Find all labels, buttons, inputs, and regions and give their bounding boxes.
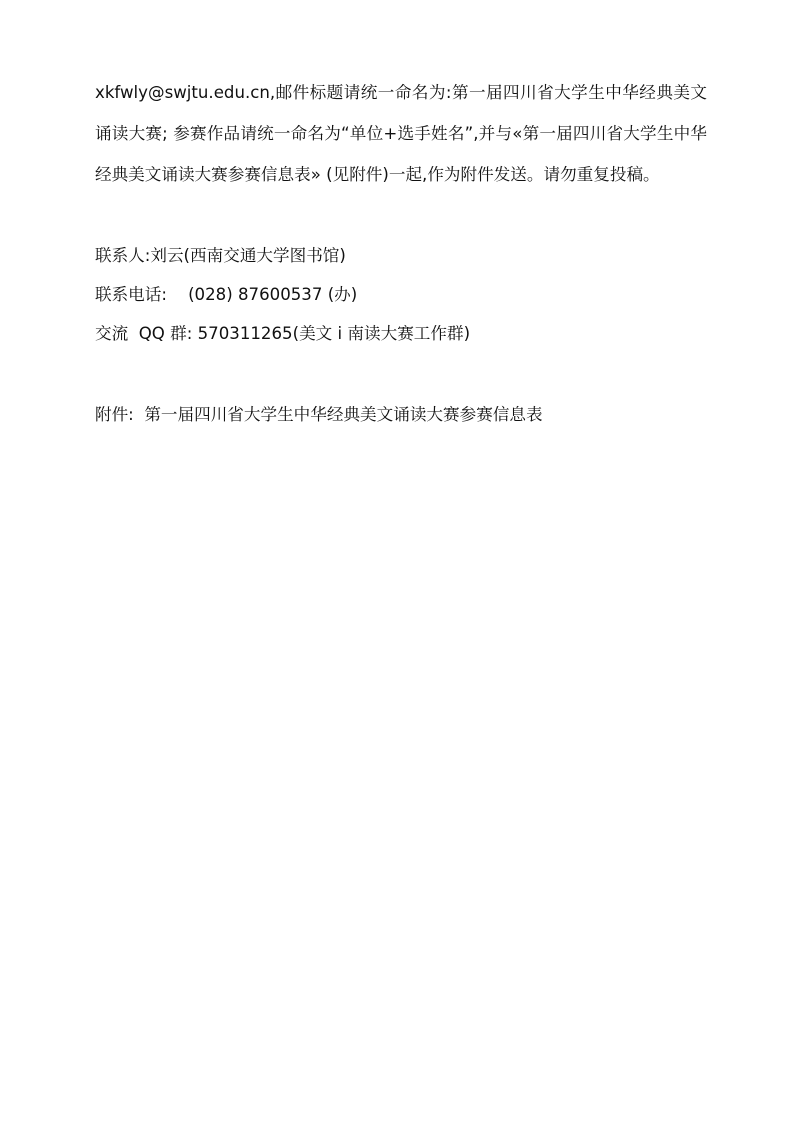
submission-instructions-paragraph: xkfwly@swjtu.edu.cn,邮件标题请统一命名为:第一届四川省大学生中华经典美文诵读大赛; 参赛作品请统一命名为“单位+选手姓名”,并与«第一届四川省大学生中华经典美文诵读大赛参赛信息表» (见附件)一起,作为附件发送。请勿重复投稿。 [95, 83, 707, 184]
contact-info [95, 236, 707, 353]
contact-qq-group: 交流 QQ 群: 570311265(美文 i 南读大赛工作群) [95, 324, 471, 343]
attachment-section [95, 395, 707, 434]
document-body [95, 72, 707, 434]
contact-phone: 联系电话: (028) 87600537 (办) [95, 285, 358, 304]
contact-person: 联系人:刘云(西南交通大学图书馆) [95, 246, 346, 265]
attachment-note: 附件: 第一届四川省大学生中华经典美文诵读大赛参赛信息表 [95, 405, 543, 424]
